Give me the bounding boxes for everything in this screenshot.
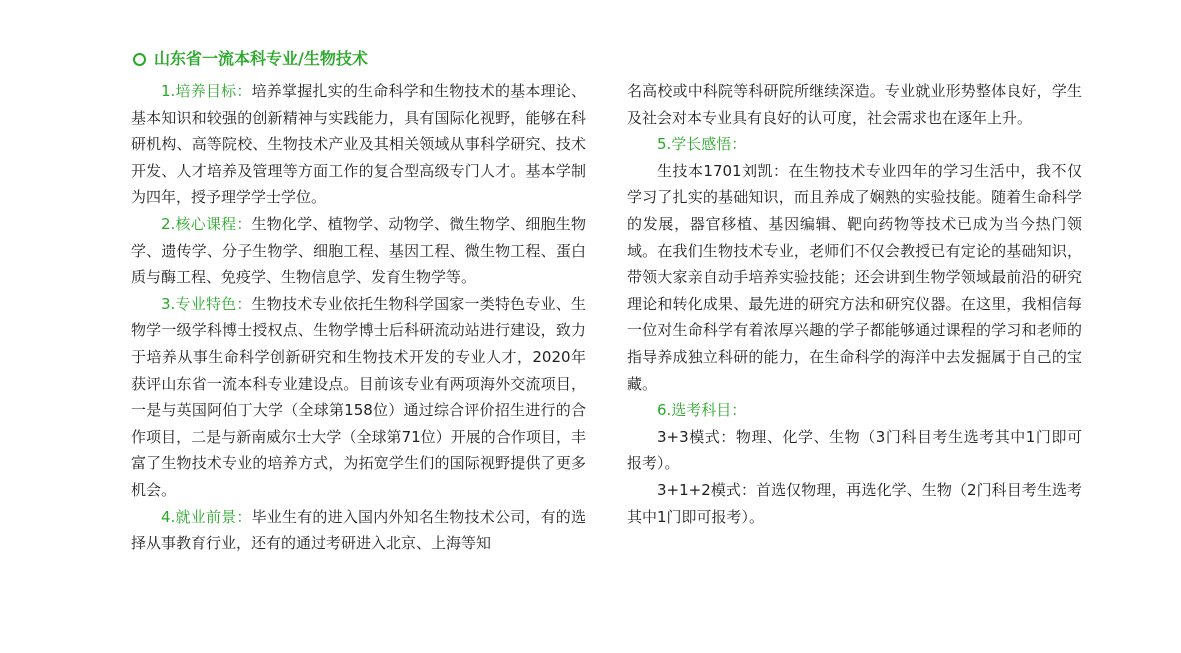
section-employment-continued: 名高校或中科院等科研院所继续深造。专业就业形势整体良好，学生及社会对本专业具有良好的认可度，社会需求也在逐年上升。 xyxy=(627,82,1082,127)
section-courses xyxy=(131,211,586,291)
section-features-heading: 3.专业特色： xyxy=(161,294,252,313)
circle-bullet-icon xyxy=(133,53,146,66)
left-column xyxy=(131,78,586,557)
section-employment-text-left: 毕业生有的进入国内外知名生物技术公司，有的选择从事教育行业，还有的通过考研进入北京、上海等知 xyxy=(131,507,586,553)
page-title-text: 山东省一流本科专业/生物技术 xyxy=(154,49,368,68)
right-column xyxy=(627,78,1082,530)
section-subjects xyxy=(627,397,1082,424)
section-reflection-text: 生技本1701刘凯：在生物技术专业四年的学习生活中，我不仅学习了扎实的基础知识，而且养成了娴熟的实验技能。随着生命科学的发展，器官移植、基因编辑、靶向药物等技术已成为当今热门领域。在我们生物技术专业，老师们不仅会教授已有定论的基础知识，带领大家亲自动手培养实验技能；还会讲到生物学领域最前沿的研究理论和转化成果、最先进的研究方法和研究仪器。在这里，我相信每一位对生命科学有着浓厚兴趣的学子都能够通过课程的学习和老师的指导养成独立科研的能力，在生命科学的海洋中去发掘属于自己的宝藏。 xyxy=(627,161,1082,393)
section-goal-text: 培养掌握扎实的生命科学和生物技术的基本理论、基本知识和较强的创新精神与实践能力，具有国际化视野，能够在科研机构、高等院校、生物技术产业及其相关领域从事科学研究、技术开发、人才培养及管理等方面工作的复合型高级专门人才。基本学制为四年，授予理学学士学位。 xyxy=(131,82,586,207)
section-features xyxy=(131,291,586,504)
section-employment xyxy=(131,504,586,557)
section-reflection xyxy=(627,131,1082,158)
section-features-text: 生物技术专业依托生物科学国家一类特色专业、生物学一级学科博士授权点、生物学博士后科研流动站进行建设，致力于培养从事生命科学创新研究和生物技术开发的专业人才，2020年获评山东省一流本科专业建设点。目前该专业有两项海外交流项目，一是与英国阿伯丁大学（全球第158位）通过综合评价招生进行的合作项目，二是与新南威尔士大学（全球第71位）开展的合作项目，丰富了生物技术专业的培养方式，为拓宽学生们的国际视野提供了更多机会。 xyxy=(131,294,586,499)
section-subjects-mode1: 3+3模式：物理、化学、生物（3门科目考生选考其中1门即可报考）。 xyxy=(627,427,1082,473)
section-subjects-heading: 6.选考科目： xyxy=(657,401,747,420)
page-title xyxy=(133,48,368,70)
section-goal xyxy=(131,78,586,211)
section-goal-heading: 1.培养目标： xyxy=(161,82,252,100)
section-subjects-mode2: 3+1+2模式：首选仅物理，再选化学、生物（2门科目考生选考其中1门即可报考）。 xyxy=(627,480,1082,526)
section-courses-heading: 2.核心课程： xyxy=(161,214,252,233)
section-reflection-heading: 5.学长感悟： xyxy=(657,135,747,154)
section-courses-text: 生物化学、植物学、动物学、微生物学、细胞生物学、遗传学、分子生物学、细胞工程、基因工程、微生物工程、蛋白质与酶工程、免疫学、生物信息学、发育生物学等。 xyxy=(131,214,586,287)
section-employment-heading: 4.就业前景： xyxy=(161,507,252,526)
